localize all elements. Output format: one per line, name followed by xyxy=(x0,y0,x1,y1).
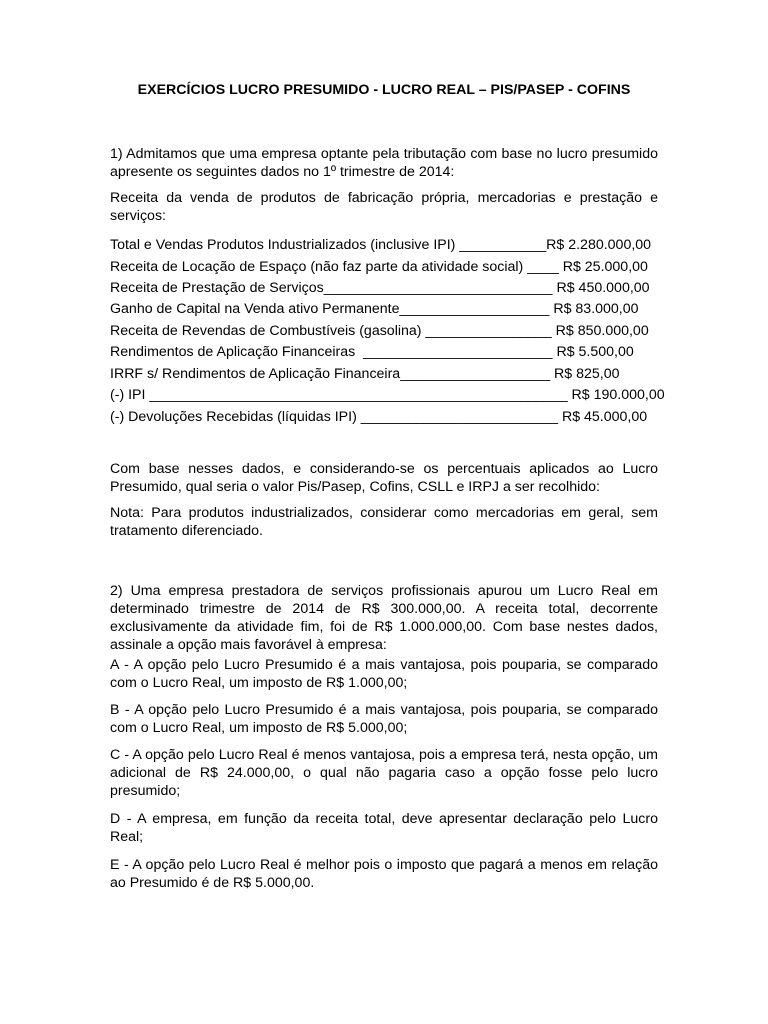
q2-option-b: B - A opção pelo Lucro Presumido é a mais vantajosa, pois pouparia, se comparado com o Lucro Real, um imposto de R$ 5.000,00; xyxy=(110,702,658,736)
q1-item: Ganho de Capital na Venda ativo Permanente___________________ R$ 83.000,00 xyxy=(110,301,639,317)
q1-item: IRRF s/ Rendimentos de Aplicação Financeira___________________ R$ 825,00 xyxy=(110,366,620,382)
q1-question: Com base nesses dados, e considerando-se os percentuais aplicados ao Lucro Presumido, qual seria o valor Pis/Pasep, Cofins, CSLL e IRPJ a ser recolhido: xyxy=(110,461,658,495)
q2-option-e: E - A opção pelo Lucro Real é melhor pois o imposto que pagará a menos em relação ao Presumido é de R$ 5.000,00. xyxy=(110,857,658,891)
q1-item: Receita de Prestação de Serviços_____________________________ R$ 450.000,00 xyxy=(110,280,650,296)
q1-note: Nota: Para produtos industrializados, considerar como mercadorias em geral, sem tratamento diferenciado. xyxy=(110,505,658,539)
q1-item: (-) Devoluções Recebidas (líquidas IPI) _________________________ R$ 45.000,00 xyxy=(110,409,648,425)
q1-item: Total e Vendas Produtos Industrializados (inclusive IPI) ___________R$ 2.280.000,00 xyxy=(110,237,652,253)
q1-item: (-) IPI _____________________________________________________ R$ 190.000,00 xyxy=(110,387,665,403)
q2-option-a: A - A opção pelo Lucro Presumido é a mais vantajosa, pois pouparia, se comparado com o Lucro Real, um imposto de R$ 1.000,00; xyxy=(110,657,658,691)
q1-intro: 1) Admitamos que uma empresa optante pela tributação com base no lucro presumido apresente os seguintes dados no 1º trimestre de 2014: xyxy=(110,146,658,180)
q2-option-c: C - A opção pelo Lucro Real é menos vantajosa, pois a empresa terá, nesta opção, um adicional de R$ 24.000,00, o qual não pagaria caso a opção fosse pelo lucro presumido; xyxy=(110,747,658,799)
q2-option-d: D - A empresa, em função da receita total, deve apresentar declaração pelo Lucro Real; xyxy=(110,811,658,845)
q1-item: Rendimentos de Aplicação Financeiras ________________________ R$ 5.500,00 xyxy=(110,344,634,360)
q2-intro: 2) Uma empresa prestadora de serviços profissionais apurou um Lucro Real em determinado trimestre de 2014 de R$ 300.000,00. A receita total, decorrente exclusivamente da atividade fim, foi de R$ 1.000.000,00. Com base nestes dados, assinale a opção mais favorável à empresa: xyxy=(110,583,658,653)
q1-item: Receita de Revendas de Combustíveis (gasolina) ________________ R$ 850.000,00 xyxy=(110,323,649,339)
q1-subtitle: Receita da venda de produtos de fabricação própria, mercadorias e prestação e serviços: xyxy=(110,190,658,224)
q1-item: Receita de Locação de Espaço (não faz parte da atividade social) ____ R$ 25.000,00 xyxy=(110,259,648,275)
document-title: EXERCÍCIOS LUCRO PRESUMIDO - LUCRO REAL – PIS/PASEP - COFINS xyxy=(137,82,631,98)
